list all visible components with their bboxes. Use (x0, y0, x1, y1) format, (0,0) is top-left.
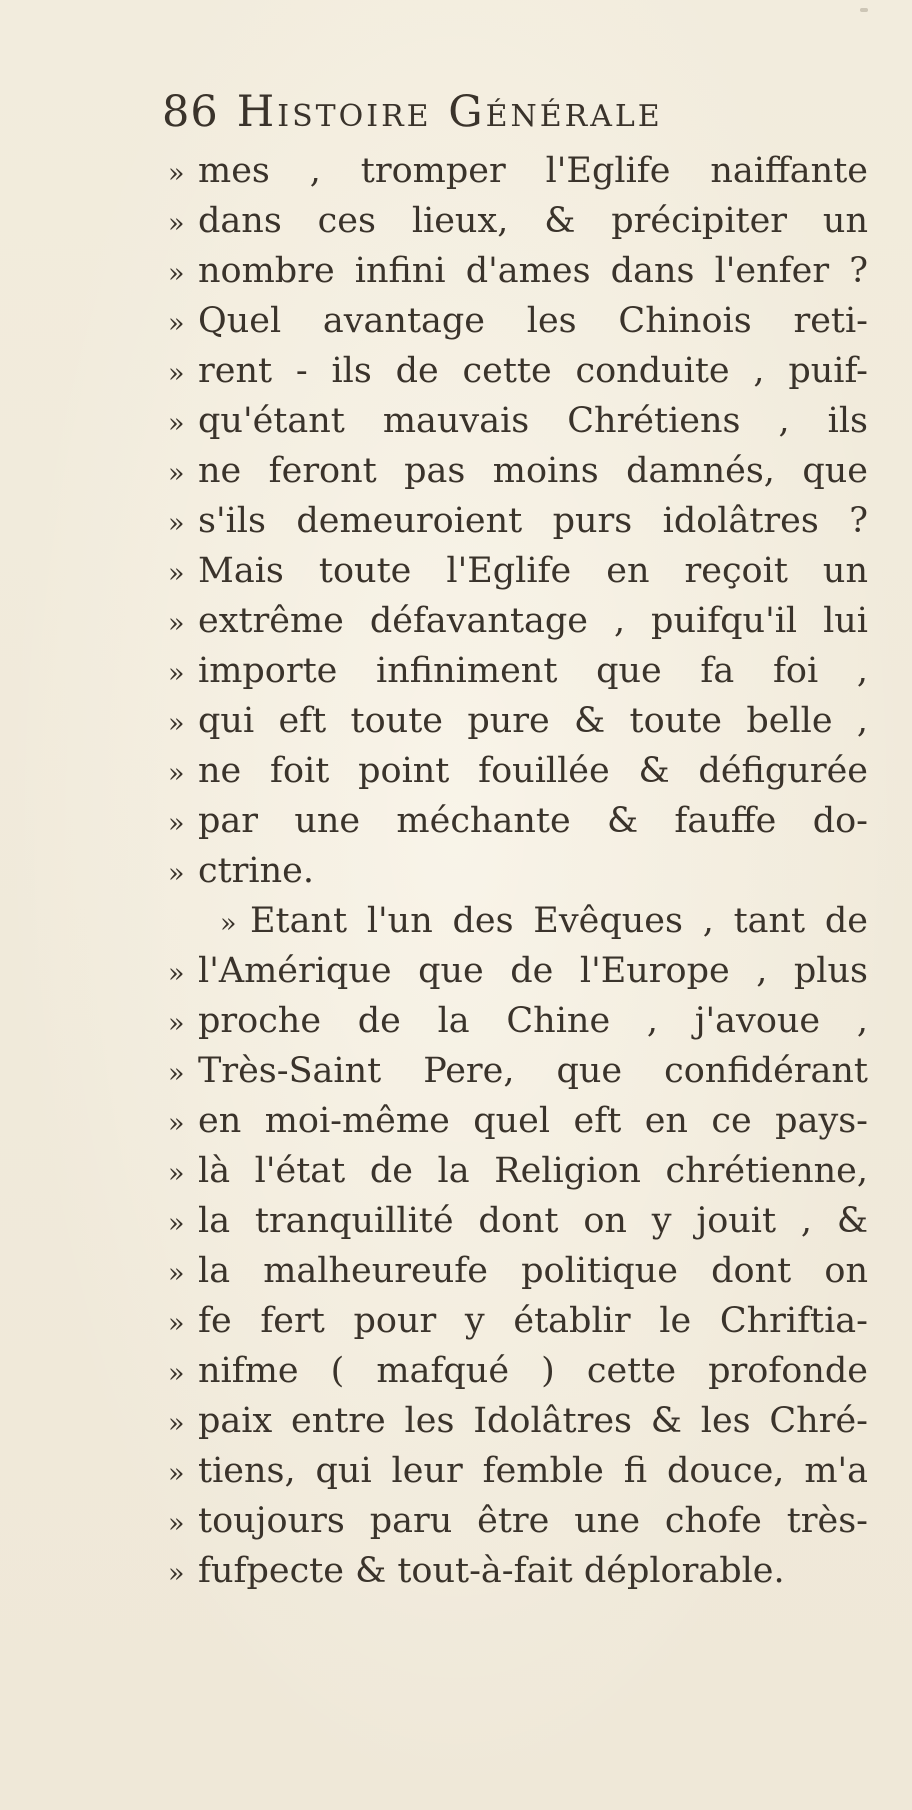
text-block (168, 146, 868, 1596)
quote-mark: » (168, 258, 185, 289)
quote-mark: » (168, 558, 185, 589)
line-text: fufpecte & tout-à-fait déplorable. (198, 1551, 785, 1591)
text-line (168, 1346, 868, 1396)
line-text: extrême défavantage , puifqu'il lui (198, 601, 868, 641)
quote-mark: » (168, 1308, 185, 1339)
line-text: Très-Saint Pere, que confidérant (198, 1051, 868, 1091)
text-line (168, 746, 868, 796)
quote-mark: » (168, 358, 185, 389)
quote-mark: » (168, 1008, 185, 1039)
quote-mark: » (168, 208, 185, 239)
line-text: dans ces lieux, & précipiter un (198, 201, 868, 241)
quote-mark: » (168, 1058, 185, 1089)
text-line (168, 396, 868, 446)
text-line (168, 196, 868, 246)
text-line (168, 1296, 868, 1346)
line-text: ctrine. (198, 851, 314, 891)
line-text: fe fert pour y établir le Chriftia- (198, 1301, 868, 1341)
quote-mark: » (168, 658, 185, 689)
line-text: proche de la Chine , j'avoue , (198, 1001, 868, 1041)
line-text: toujours paru être une chofe très- (198, 1501, 868, 1541)
text-line (168, 996, 868, 1046)
line-text: Mais toute l'Eglife en reçoit un (198, 551, 868, 591)
quote-mark: » (168, 308, 185, 339)
text-line (168, 346, 868, 396)
text-line (168, 1046, 868, 1096)
quote-mark: » (168, 1358, 185, 1389)
text-line (168, 1146, 868, 1196)
line-text: nifme ( mafqué ) cette profonde (198, 1351, 868, 1391)
quote-mark: » (168, 608, 185, 639)
text-line (168, 796, 868, 846)
text-line (168, 1246, 868, 1296)
text-line (168, 146, 868, 196)
quote-mark: » (168, 1108, 185, 1139)
running-title: Histoire Générale (236, 87, 663, 137)
quote-mark: » (220, 908, 237, 939)
line-text: ne feront pas moins damnés, que (198, 451, 868, 491)
line-text: la tranquillité dont on y jouit , & (198, 1201, 868, 1241)
running-header (162, 84, 802, 140)
text-line (168, 846, 868, 896)
paragraph-start-line (168, 896, 868, 946)
text-line (168, 496, 868, 546)
line-text: qu'étant mauvais Chrétiens , ils (198, 401, 868, 441)
text-line (168, 546, 868, 596)
text-line (168, 296, 868, 346)
quote-mark: » (168, 1408, 185, 1439)
text-line (168, 1396, 868, 1446)
text-line (168, 1446, 868, 1496)
text-line (168, 646, 868, 696)
quote-mark: » (168, 1258, 185, 1289)
line-text: en moi-même quel eft en ce pays- (198, 1101, 868, 1141)
text-line (168, 246, 868, 296)
text-line (168, 696, 868, 746)
quote-mark: » (168, 958, 185, 989)
quote-mark: » (168, 408, 185, 439)
line-text: là l'état de la Religion chrétienne, (198, 1151, 868, 1191)
quote-mark: » (168, 758, 185, 789)
quote-mark: » (168, 1508, 185, 1539)
line-text: mes , tromper l'Eglife naiffante (198, 151, 868, 191)
line-text: rent - ils de cette conduite , puif- (198, 351, 868, 391)
line-text: Etant l'un des Evêques , tant de (250, 901, 868, 941)
quote-mark: » (168, 1458, 185, 1489)
text-line (168, 446, 868, 496)
text-line (168, 1196, 868, 1246)
quote-mark: » (168, 1158, 185, 1189)
page-number: 86 (162, 87, 219, 137)
quote-mark: » (168, 158, 185, 189)
line-text: qui eft toute pure & toute belle , (198, 701, 868, 741)
text-line (168, 946, 868, 996)
quote-mark: » (168, 508, 185, 539)
text-line (168, 1496, 868, 1546)
line-text: tiens, qui leur femble fi douce, m'a (198, 1451, 868, 1491)
text-line (168, 1096, 868, 1146)
line-text: Quel avantage les Chinois reti- (198, 301, 868, 341)
quote-mark: » (168, 708, 185, 739)
line-text: la malheureufe politique dont on (198, 1251, 868, 1291)
line-text: ne foit point fouillée & défigurée (198, 751, 868, 791)
page-speck (860, 8, 868, 12)
text-line (168, 1546, 868, 1596)
quote-mark: » (168, 1208, 185, 1239)
quote-mark: » (168, 458, 185, 489)
text-line (168, 596, 868, 646)
quote-mark: » (168, 808, 185, 839)
quote-mark: » (168, 1558, 185, 1589)
line-text: importe infiniment que fa foi , (198, 651, 868, 691)
line-text: s'ils demeuroient purs idolâtres ? (198, 501, 868, 541)
line-text: par une méchante & fauffe do- (198, 801, 868, 841)
quote-mark: » (168, 858, 185, 889)
line-text: paix entre les Idolâtres & les Chré- (198, 1401, 868, 1441)
line-text: nombre infini d'ames dans l'enfer ? (198, 251, 868, 291)
line-text: l'Amérique que de l'Europe , plus (198, 951, 868, 991)
